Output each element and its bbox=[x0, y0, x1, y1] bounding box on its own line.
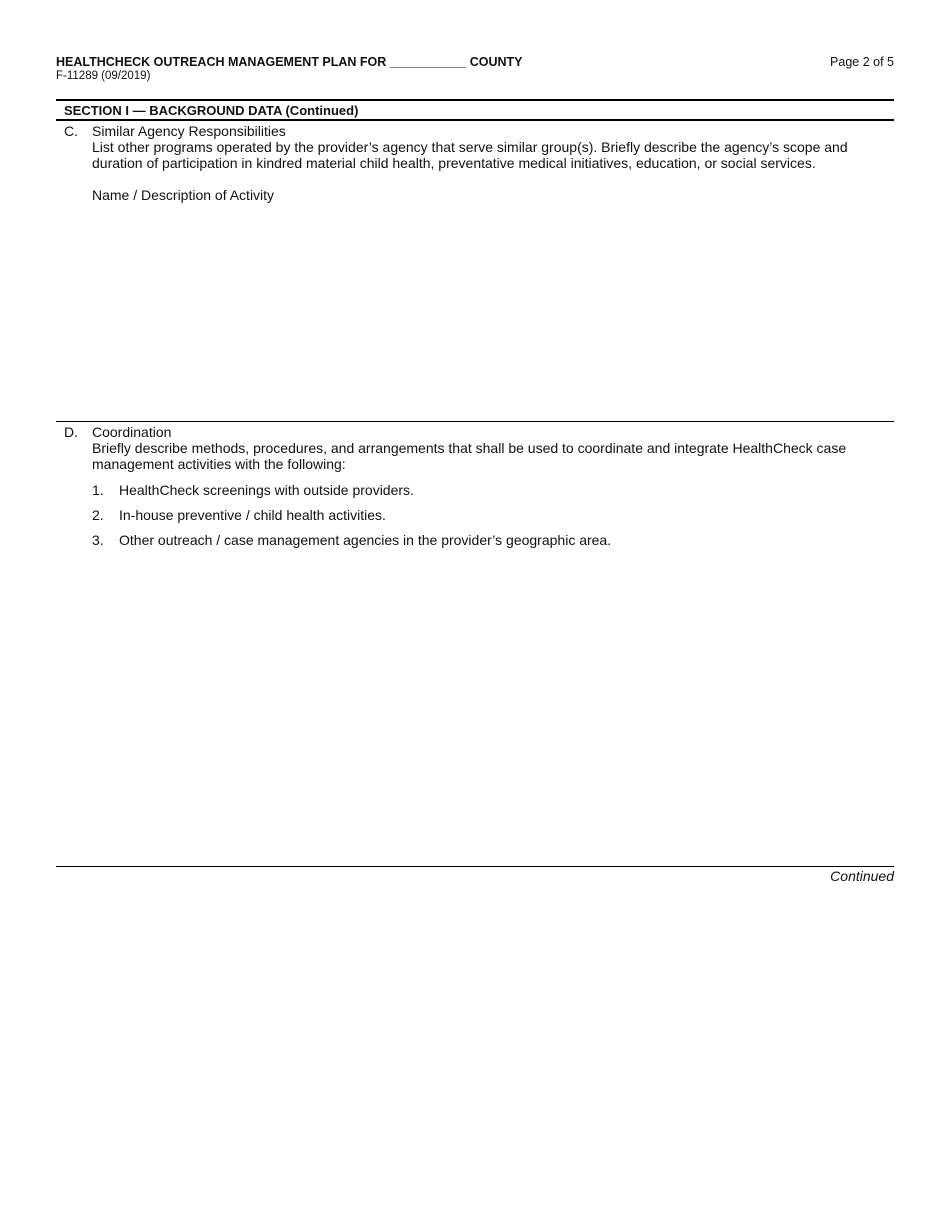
item-d-letter: D. bbox=[64, 424, 78, 440]
item-d-description: Briefly describe methods, procedures, and arrangements that shall be used to coordinate and integrate HealthCheck case management activities with the following: bbox=[92, 440, 847, 472]
list-item-number: 1. bbox=[92, 482, 104, 498]
form-title: HEALTHCHECK OUTREACH MANAGEMENT PLAN FOR ___________ COUNTY bbox=[56, 55, 523, 69]
activity-field-label: Name / Description of Activity bbox=[92, 187, 275, 203]
section-title: SECTION I — BACKGROUND DATA (Continued) bbox=[64, 103, 359, 118]
item-c-description: List other programs operated by the provider’s agency that serve similar group(s). Briefly describe the agency’s scope and duration of participation in kindred material child health, preventative medical initiatives, education, or social services. bbox=[92, 139, 848, 171]
item-divider bbox=[56, 421, 894, 422]
item-c-heading: Similar Agency Responsibilities bbox=[92, 123, 286, 139]
list-item-text: HealthCheck screenings with outside providers. bbox=[119, 482, 414, 498]
list-item-number: 2. bbox=[92, 507, 104, 523]
list-item-text: Other outreach / case management agencies in the provider’s geographic area. bbox=[119, 532, 612, 548]
item-d-heading: Coordination bbox=[92, 424, 172, 440]
section-top-rule bbox=[56, 99, 894, 101]
form-number: F-11289 (09/2019) bbox=[56, 70, 151, 82]
section-bottom-rule bbox=[56, 119, 894, 121]
footer-rule bbox=[56, 866, 894, 867]
continued-label: Continued bbox=[830, 868, 894, 884]
item-c-letter: C. bbox=[64, 123, 78, 139]
list-item-number: 3. bbox=[92, 532, 104, 548]
page-number: Page 2 of 5 bbox=[830, 55, 894, 69]
list-item-text: In-house preventive / child health activities. bbox=[119, 507, 386, 523]
